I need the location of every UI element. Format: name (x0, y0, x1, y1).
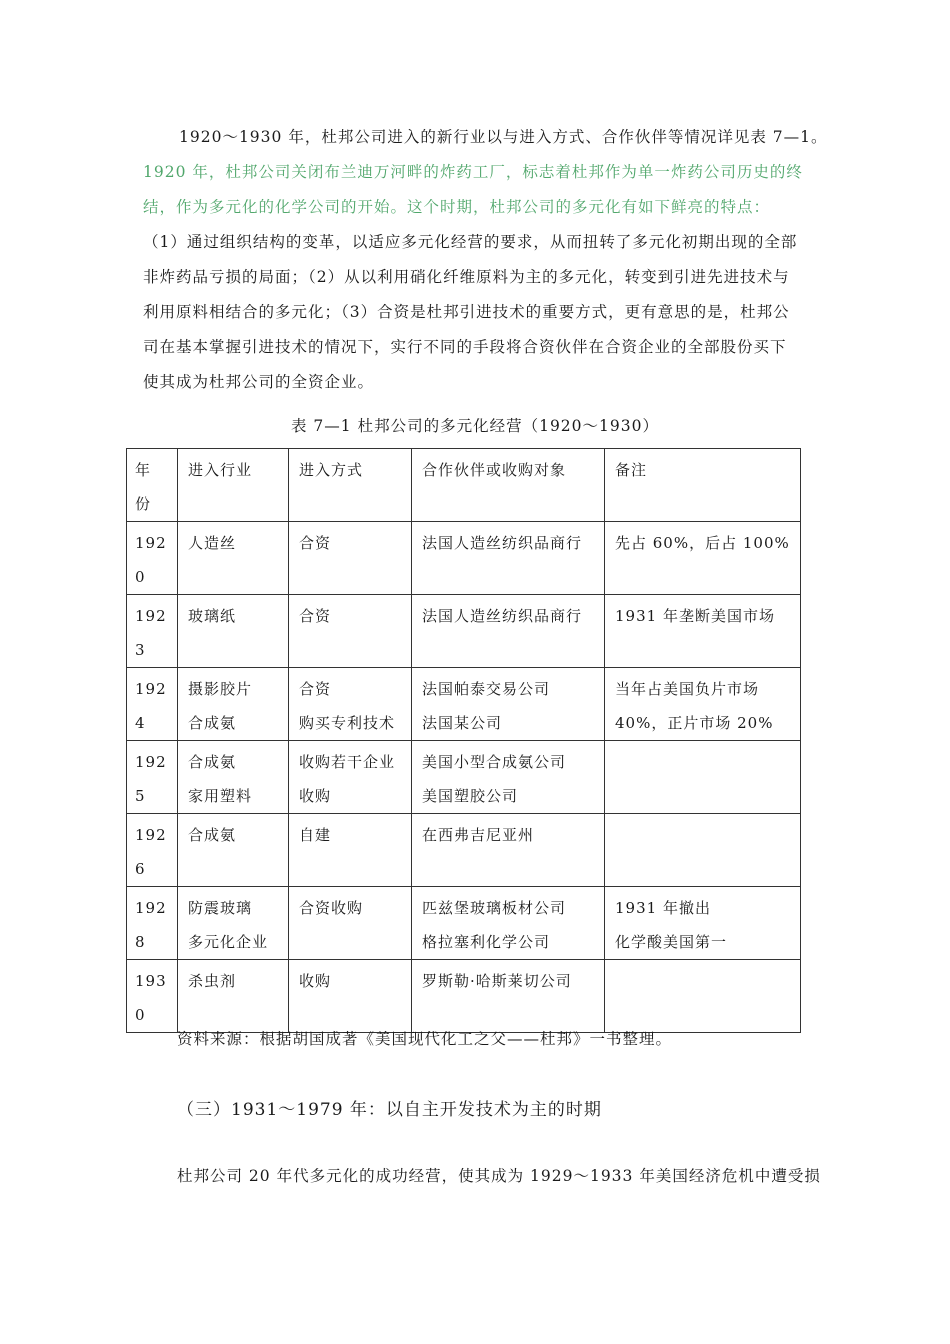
cell-industry: 合成氨 (178, 814, 289, 887)
cell-partner: 法国帕泰交易公司 法国某公司 (412, 668, 605, 741)
cell-year: 192 3 (127, 595, 178, 668)
cell-method: 合资收购 (289, 887, 412, 960)
cell-year: 193 0 (127, 960, 178, 1033)
cell-year: 192 5 (127, 741, 178, 814)
cell-industry: 摄影胶片 合成氨 (178, 668, 289, 741)
cell-note: 先占 60%，后占 100% (605, 522, 801, 595)
header-year: 年 份 (127, 449, 178, 522)
cell-note: 当年占美国负片市场 40%，正片市场 20% (605, 668, 801, 741)
cell-note (605, 741, 801, 814)
cell-note (605, 814, 801, 887)
intro-line: 非炸药品亏损的局面；（2）从以利用硝化纤维原料为主的多元化，转变到引进先进技术与 (143, 268, 790, 286)
intro-line: 1920～1930 年，杜邦公司进入的新行业以与进入方式、合作伙伴等情况详见表 7—1。 (179, 128, 828, 146)
cell-year: 192 8 (127, 887, 178, 960)
cell-partner: 匹兹堡玻璃板材公司 格拉塞利化学公司 (412, 887, 605, 960)
table-row (127, 595, 801, 668)
cell-year: 192 0 (127, 522, 178, 595)
body-text-line: 杜邦公司 20 年代多元化的成功经营，使其成为 1929～1933 年美国经济危机中遭受损 (177, 1167, 821, 1185)
cell-method: 合资 (289, 522, 412, 595)
intro-line-highlight: 结，作为多元化的化学公司的开始。这个时期，杜邦公司的多元化有如下鲜亮的特点： (143, 198, 771, 216)
intro-paragraph (143, 120, 828, 400)
cell-industry: 防震玻璃 多元化企业 (178, 887, 289, 960)
cell-partner: 在西弗吉尼亚州 (412, 814, 605, 887)
cell-year: 192 4 (127, 668, 178, 741)
cell-industry: 人造丝 (178, 522, 289, 595)
intro-line-highlight: 1920 年，杜邦公司关闭布兰迪万河畔的炸药工厂，标志着杜邦作为单一炸药公司历史的终 (143, 163, 803, 181)
cell-method: 收购若干企业 收购 (289, 741, 412, 814)
table-row (127, 960, 801, 1033)
cell-method: 自建 (289, 814, 412, 887)
cell-partner: 罗斯勒·哈斯莱切公司 (412, 960, 605, 1033)
cell-method: 合资 (289, 595, 412, 668)
cell-note: 1931 年撤出 化学酸美国第一 (605, 887, 801, 960)
diversification-table (126, 448, 801, 1033)
section-heading: （三）1931～1979 年：以自主开发技术为主的时期 (177, 1100, 602, 1120)
table-row (127, 741, 801, 814)
header-note: 备注 (605, 449, 801, 522)
cell-industry: 杀虫剂 (178, 960, 289, 1033)
header-method: 进入方式 (289, 449, 412, 522)
intro-line: （1）通过组织结构的变革，以适应多元化经营的要求，从而扭转了多元化初期出现的全部 (143, 233, 798, 251)
cell-partner: 法国人造丝纺织品商行 (412, 522, 605, 595)
header-partner: 合作伙伴或收购对象 (412, 449, 605, 522)
table-row (127, 668, 801, 741)
table-row (127, 887, 801, 960)
cell-industry: 合成氨 家用塑料 (178, 741, 289, 814)
table-row (127, 814, 801, 887)
intro-line: 司在基本掌握引进技术的情况下，实行不同的手段将合资伙伴在合资企业的全部股份买下 (143, 338, 787, 356)
cell-note (605, 960, 801, 1033)
cell-year: 192 6 (127, 814, 178, 887)
cell-partner: 美国小型合成氨公司 美国塑胶公司 (412, 741, 605, 814)
header-industry: 进入行业 (178, 449, 289, 522)
cell-method: 合资 购买专利技术 (289, 668, 412, 741)
table-caption: 表 7—1 杜邦公司的多元化经营（1920～1930） (291, 417, 659, 435)
cell-note: 1931 年垄断美国市场 (605, 595, 801, 668)
intro-line: 利用原料相结合的多元化；（3）合资是杜邦引进技术的重要方式，更有意思的是，杜邦公 (143, 303, 790, 321)
intro-line: 使其成为杜邦公司的全资企业。 (143, 373, 375, 391)
table-source-note: 资料来源：根据胡国成著《美国现代化工之父——杜邦》一书整理。 (177, 1030, 673, 1048)
cell-industry: 玻璃纸 (178, 595, 289, 668)
cell-partner: 法国人造丝纺织品商行 (412, 595, 605, 668)
cell-method: 收购 (289, 960, 412, 1033)
table-row (127, 522, 801, 595)
table-header-row (127, 449, 801, 522)
